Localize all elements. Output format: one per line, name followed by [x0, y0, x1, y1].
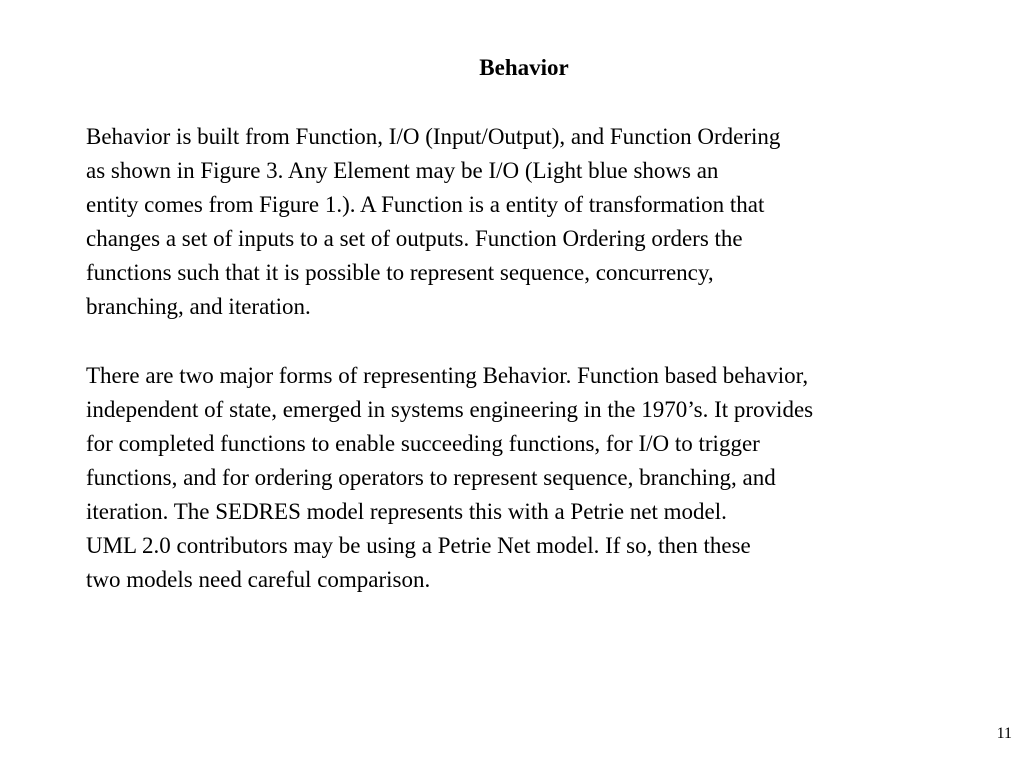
- slide-title: Behavior: [479, 55, 569, 80]
- paragraph-behavior-definition: [86, 120, 1006, 324]
- text-line: independent of state, emerged in systems engineering in the 1970’s. It provides: [86, 397, 814, 422]
- text-line: Behavior is built from Function, I/O (Input/Output), and Function Ordering: [86, 124, 781, 149]
- text-line: functions such that it is possible to represent sequence, concurrency,: [86, 260, 714, 285]
- text-line: as shown in Figure 3. Any Element may be I/O (Light blue shows an: [86, 158, 719, 183]
- text-line: two models need careful comparison.: [86, 567, 431, 592]
- text-line: functions, and for ordering operators to represent sequence, branching, and: [86, 465, 776, 490]
- text-line: UML 2.0 contributors may be using a Petrie Net model. If so, then these: [86, 533, 751, 558]
- page-number: 11: [996, 725, 1012, 742]
- text-line: entity comes from Figure 1.). A Function is a entity of transformation that: [86, 192, 765, 217]
- text-line: iteration. The SEDRES model represents this with a Petrie net model.: [86, 499, 727, 524]
- text-line: branching, and iteration.: [86, 294, 311, 319]
- paragraph-behavior-forms: [86, 359, 1006, 597]
- text-line: changes a set of inputs to a set of outputs. Function Ordering orders the: [86, 226, 743, 251]
- text-line: for completed functions to enable succeeding functions, for I/O to trigger: [86, 431, 760, 456]
- text-line: There are two major forms of representing Behavior. Function based behavior,: [86, 363, 809, 388]
